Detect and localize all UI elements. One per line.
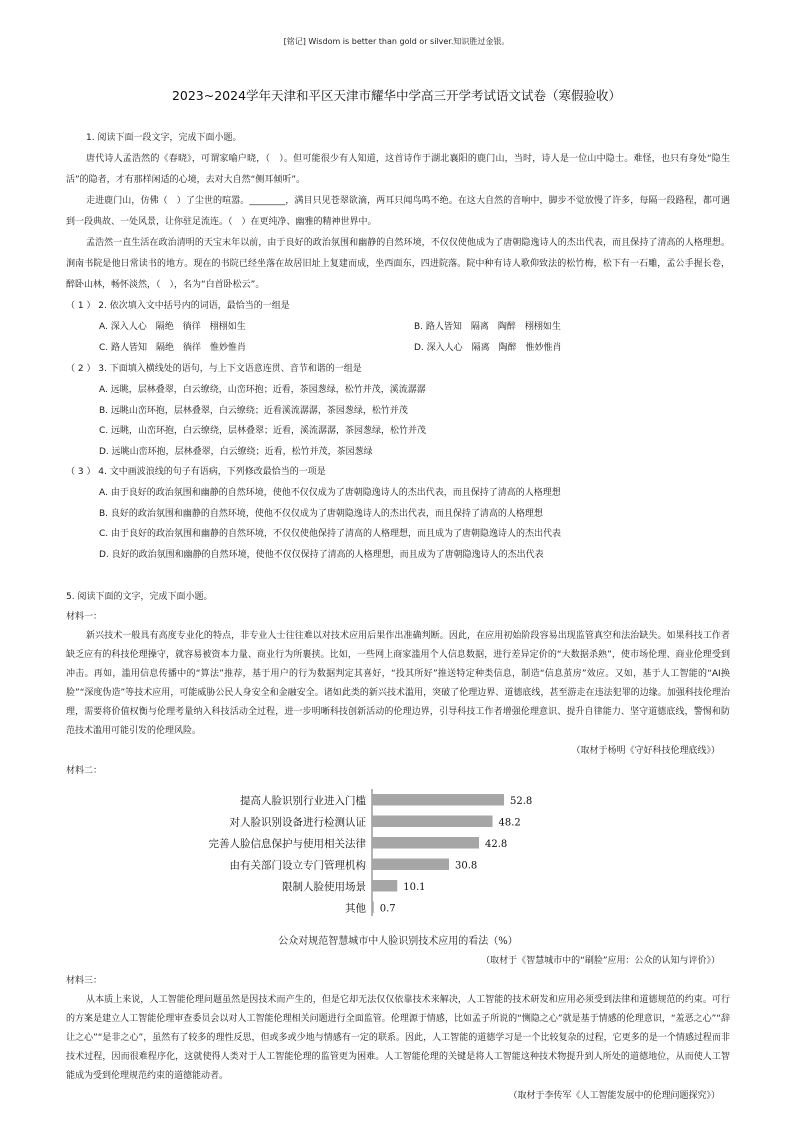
q1-paragraph: 唐代诗人孟浩然的《春晓》，可谓家喻户晓，（ ）。但可能很少有人知道，这首诗作于湖北襄阳的鹿门山，当时，诗人是一位山中隐士。难怪，也只有身处“隐生活”的隐者，才有那样闲适的心境，去对大自然“侧耳倾听”。: [66, 154, 730, 185]
q1-sub3-label: （ 3 ） 4. 文中画波浪线的句子有语病，下列修改最恰当的一项是: [66, 467, 326, 477]
option-c[interactable]: C. 路人皆知 隔绝 徜徉 惟妙惟肖: [99, 343, 247, 353]
page-motto: [铭记] Wisdom is better than gold or silver.知识胜过金银。: [283, 37, 510, 46]
bar: [372, 902, 374, 914]
data-label: 10.1: [403, 881, 426, 893]
option-d[interactable]: D. 远眺山峦环抱，层林叠翠，白云缭绕；近看，松竹并茂，茶园葱绿: [99, 446, 373, 457]
option-b[interactable]: B. 路人皆知 隔离 陶醉 栩栩如生: [414, 322, 561, 332]
material2-source: （取材于《智慧城市中的“刷脸”应用：公众的认知与评价》）: [481, 956, 720, 966]
q1-sub2-label: （ 2 ） 3. 下面填入横线处的语句，与上下文语意连贯、音节和谐的一组是: [66, 364, 362, 374]
bar-chart-svg: [66, 783, 730, 933]
material1-text: 新兴技术一般具有高度专业化的特点，非专业人士往往难以对技术应用后果作出准确判断。因此，在应用初始阶段容易出现监管真空和法治缺失。如果科技工作者缺乏应有的科技伦理操守，就容易被资本力量、商业行为所裹挟。比如，一些网上商家滥用个人信息数据，进行差异定价的“大数据杀熟”，使市场伦理、商业伦理受到冲击。再如，滥用信息传播中的“算法”推荐，基于用户的行为数据判定其喜好，“投其所好”推送特定种类信息，制造“信息茧房”效应。又如，基于人工智能的“AI换脸”“深度伪造”等技术应用，可能威胁公民人身安全和金融安全。诸如此类的新兴技术滥用，突破了伦理边界、道德底线，甚至游走在违法犯罪的边缘。加强科技伦理治理，需要将价值权衡与伦理考量纳入科技活动全过程，进一步明晰科技创新活动的伦理边界，引导科技工作者增强伦理意识、提升自律能力、坚守道德底线，警惕和防范技术滥用可能引发的伦理风险。: [66, 631, 730, 736]
material1-source: （取材于杨明《守好科技伦理底线》）: [571, 746, 720, 756]
category-label: 由有关部门设立专门管理机构: [229, 859, 366, 872]
category-label: 对人脸识别设备进行检测认证: [229, 816, 366, 829]
bar-chart: [66, 783, 730, 933]
chart-title: 公众对规范智慧城市中人脸识别技术应用的看法（%）: [278, 936, 518, 947]
q1-intro: 1. 阅读下面一段文字，完成下面小题。: [86, 133, 242, 143]
data-label: 42.8: [485, 838, 508, 850]
data-label: 0.7: [379, 903, 396, 915]
q1-sub1-label: （ 1 ） 2. 依次填入文中括号内的词语，最恰当的一组是: [66, 301, 290, 311]
data-label: 48.2: [498, 817, 521, 829]
option-c[interactable]: C. 由于良好的政治氛围和幽静的自然环境，不仅仅使他保持了清高的人格理想，而且成为了唐朝隐逸诗人的杰出代表: [99, 529, 562, 539]
category-label: 完善人脸信息保护与使用相关法律: [208, 837, 366, 850]
material2-label: 材料二：: [66, 766, 103, 776]
bar: [372, 837, 479, 849]
data-label: 30.8: [455, 860, 478, 872]
page-title: 2023~2024学年天津和平区天津市耀华中学高三开学考试语文试卷（寒假验收）: [171, 88, 622, 103]
q1-paragraph: 走进鹿门山，仿佛（ ）了尘世的喧嚣。________，满目只见苍翠欲滴，两耳只闻鸟鸣不绝。在这大自然的音响中，脚步不觉放慢了许多，每隔一段路程，都可遇到一段典故、一处风景，让你驻足流连。（ ）在更纯净、幽雅的精神世界中。: [66, 196, 730, 227]
bar: [372, 816, 493, 828]
bar: [372, 794, 504, 806]
data-label: 52.8: [510, 795, 533, 807]
q1-paragraph: 孟浩然一直生活在政治清明的天宝末年以前，由于良好的政治氛围和幽静的自然环境，不仅仅使他成为了唐朝隐逸诗人的杰出代表，而且保持了清高的人格理想。涧南书院是他日常读书的地方。现在的书院已经坐落在故居旧址上复建而成，坐西面东，四进院落。院中种有诗人歌仰致法的松竹梅，松下有一石雕，孟公手握长卷，醉卧山林，畅怀淡然，（ ），名为“白首卧松云”。: [66, 238, 730, 290]
bar: [372, 859, 449, 871]
option-d[interactable]: D. 良好的政治氛围和幽静的自然环境，使他不仅仅保持了清高的人格理想，而且成为了唐朝隐逸诗人的杰出代表: [99, 549, 544, 560]
material3-source: （取材于李传军《人工智能发展中的伦理问题探究》）: [508, 1091, 720, 1101]
q5-intro: 5. 阅读下面的文字，完成下面小题。: [66, 592, 213, 602]
option-a[interactable]: A. 由于良好的政治氛围和幽静的自然环境，使他不仅仅成为了唐朝隐逸诗人的杰出代表，而且保持了清高的人格理想: [99, 488, 561, 498]
material1-label: 材料一：: [66, 612, 103, 622]
material3-text: 从本质上来说，人工智能伦理问题虽然是因技术而产生的，但是它却无法仅仅依靠技术来解决，人工智能的技术研发和应用必须受到法律和道德规范的约束。可行的方案是建立人工智能伦理审查委员会以对人工智能伦理相关问题进行全面监管。伦理源于情感，比如孟子所说的“恻隐之心”就是基于情感的伦理意识，“羞恶之心”“辞让之心”“是非之心”，虽然有了较多的理性反思，但或多或少地与情感有一定的联系。因此，人工智能的道德学习是一个比较复杂的过程，它更多的是一个情感过程而非技术过程，因而很难程序化，这就使得人类对于人工智能伦理的监管更为困难。人工智能伦理的关键是将人工智能这种技术物提升到人所处的道德地位，从而使人工智能成为受到伦理规范约束的道德能动者。: [66, 995, 730, 1081]
bar: [372, 880, 397, 892]
option-a[interactable]: A. 远眺，层林叠翠，白云缭绕，山峦环抱；近看，茶园葱绿，松竹并茂，溪流潺潺: [99, 385, 426, 395]
q1-sub1-options: [66, 317, 730, 359]
exam-content: [66, 128, 730, 1106]
category-label: 限制人脸使用场景: [282, 880, 366, 893]
option-a[interactable]: A. 深入人心 隔绝 徜徉 栩栩如生: [99, 322, 246, 332]
option-d[interactable]: D. 深入人心 隔离 陶醉 惟妙惟肖: [414, 343, 562, 353]
option-b[interactable]: B. 良好的政治氛围和幽静的自然环境，使他不仅仅成为了唐朝隐逸诗人的杰出代表，而且保持了清高的人格理想: [99, 508, 543, 519]
category-label: 提高人脸识别行业进入门槛: [240, 794, 366, 807]
option-b[interactable]: B. 远眺山峦环抱，层林叠翠，白云缭绕；近看溪流潺潺，茶园葱绿，松竹并茂: [99, 405, 408, 416]
material3-label: 材料三：: [66, 976, 103, 986]
option-c[interactable]: C. 远眺，山峦环抱，白云缭绕，层林叠翠；近看，溪流潺潺，茶园葱绿，松竹并茂: [99, 426, 427, 436]
category-label: 其他: [345, 902, 366, 915]
